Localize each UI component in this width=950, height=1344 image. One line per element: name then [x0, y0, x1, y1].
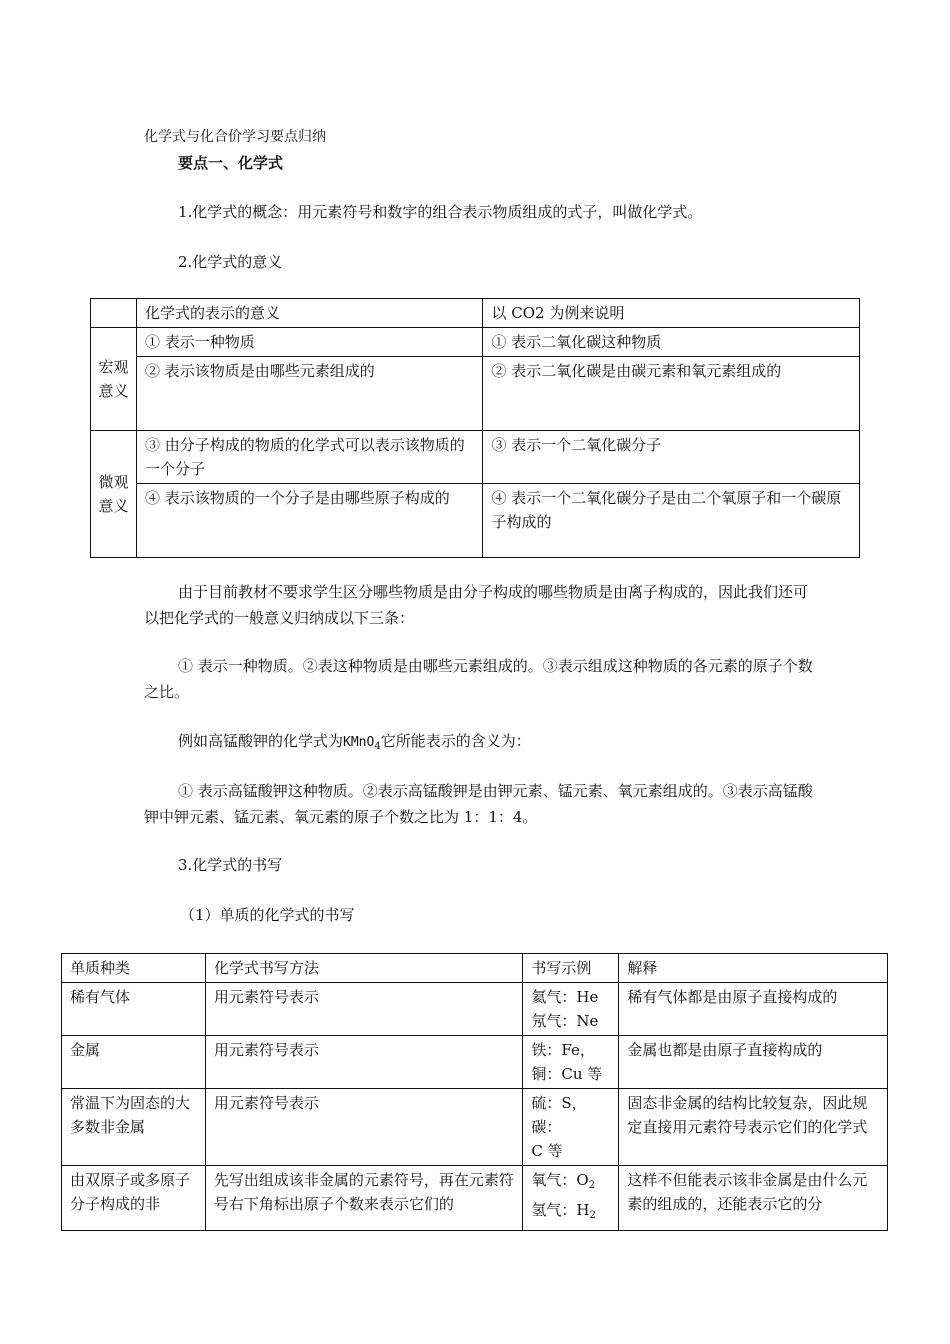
table-cell: ② 表示二氧化碳是由碳元素和氧元素组成的: [483, 357, 860, 431]
table-header-cell: 单质种类: [62, 954, 206, 983]
table-cell: [523, 1166, 619, 1231]
table-cell: ① 表示二氧化碳这种物质: [483, 328, 860, 357]
table-cell: 常温下为固态的大多数非金属: [62, 1089, 206, 1166]
table-row: [91, 328, 860, 357]
example-line: 铜：Cu 等: [531, 1065, 603, 1083]
paragraph-elemental-heading: （1）单质的化学式的书写: [180, 906, 355, 924]
example-line: [531, 1168, 610, 1198]
table-header-row: [91, 299, 860, 328]
table-cell: [523, 983, 619, 1036]
paragraph-general: 由于目前教材不要求学生区分哪些物质是由分子构成的哪些物质是由离子构成的，因此我们还可以把化学式的一般意义归纳成以下三条：: [144, 583, 809, 627]
table-cell: [523, 1089, 619, 1166]
example-line: [531, 1198, 610, 1228]
table-cell: 用元素符号表示: [205, 983, 523, 1036]
example-line: 氖气：Ne: [531, 1012, 599, 1030]
table-cell: [91, 299, 137, 328]
table-header-cell: 化学式书写方法: [205, 954, 523, 983]
example-line: 铁：Fe，: [531, 1041, 595, 1059]
table-row: [91, 357, 860, 431]
table-cell: 这样不但能表示该非金属是由什么元素的组成的，还能表示它的分: [619, 1166, 888, 1231]
table-cell: 固态非金属的结构比较复杂，因此规定直接用元素符号表示它们的化学式: [619, 1089, 888, 1166]
example-line: 硫：S，碳：: [531, 1094, 587, 1136]
example-formula-subscript: 4: [374, 741, 381, 752]
table-cell: 金属也都是由原子直接构成的: [619, 1036, 888, 1089]
table-cell: ④ 表示一个二氧化碳分子是由二个氧原子和一个碳原子构成的: [483, 484, 860, 558]
paragraph-meaning-heading: 2.化学式的意义: [178, 253, 283, 271]
example-text: 氧气：O: [531, 1171, 589, 1189]
table-row: [91, 484, 860, 558]
elemental-table: [61, 953, 888, 1231]
table-cell: ④ 表示该物质的一个分子是由哪些原子构成的: [136, 484, 483, 558]
meaning-table: [90, 298, 860, 558]
paragraph-example: [178, 728, 531, 760]
example-prefix: 例如高锰酸钾的化学式为: [178, 732, 344, 750]
table-row: [62, 1166, 888, 1231]
table-cell: [523, 1036, 619, 1089]
table-cell: ① 表示一种物质: [136, 328, 483, 357]
paragraph-concept: 1.化学式的概念：用元素符号和数字的组合表示物质组成的式子，叫做化学式。: [178, 203, 703, 221]
table-header-cell: 解释: [619, 954, 888, 983]
document-title: 化学式与化合价学习要点归纳: [144, 129, 326, 145]
example-subscript: 2: [589, 1210, 596, 1221]
example-line: C 等: [531, 1142, 563, 1160]
table-header-cell: 化学式的表示的意义: [136, 299, 483, 328]
example-text: 氢气：H: [531, 1201, 590, 1219]
table-row: [91, 431, 860, 484]
table-cell: ③ 表示一个二氧化碳分子: [483, 431, 860, 484]
table-row: [62, 1036, 888, 1089]
paragraph-writing-heading: 3.化学式的书写: [178, 856, 283, 874]
example-formula: KMnO: [343, 735, 375, 750]
table-cell: 先写出组成该非金属的元素符号，再在元素符号右下角标出原子个数来表示它们的: [205, 1166, 523, 1231]
macro-label: 宏观意义: [91, 328, 137, 431]
table-cell: ② 表示该物质是由哪些元素组成的: [136, 357, 483, 431]
table-row: [62, 1089, 888, 1166]
example-line: 氦气：He: [531, 988, 599, 1006]
table-cell: ③ 由分子构成的物质的化学式可以表示该物质的一个分子: [136, 431, 483, 484]
table-cell: 用元素符号表示: [205, 1036, 523, 1089]
table-row: [62, 983, 888, 1036]
paragraph-three-meanings: ① 表示一种物质。②表这种物质是由哪些元素组成的。③表示组成这种物质的各元素的原子个数之比。: [144, 657, 813, 701]
table-header-cell: 以 CO2 为例来说明: [483, 299, 860, 328]
table-header-row: [62, 954, 888, 983]
table-cell: 稀有气体都是由原子直接构成的: [619, 983, 888, 1036]
paragraph-kmno4-meanings: ① 表示高锰酸钾这种物质。②表示高锰酸钾是由钾元素、锰元素、氧元素组成的。③表示高锰酸钾中钾元素、锰元素、氧元素的原子个数之比为 1：1：4。: [144, 782, 813, 826]
table-cell: 用元素符号表示: [205, 1089, 523, 1166]
table-cell: 由双原子或多原子分子构成的非: [62, 1166, 206, 1231]
micro-label: 微观意义: [91, 431, 137, 558]
table-cell: 金属: [62, 1036, 206, 1089]
table-cell: 稀有气体: [62, 983, 206, 1036]
table-header-cell: 书写示例: [523, 954, 619, 983]
section-heading-formula: 要点一、化学式: [178, 154, 284, 172]
example-subscript: 2: [588, 1180, 596, 1191]
example-suffix: 它所能表示的含义为：: [380, 732, 531, 750]
